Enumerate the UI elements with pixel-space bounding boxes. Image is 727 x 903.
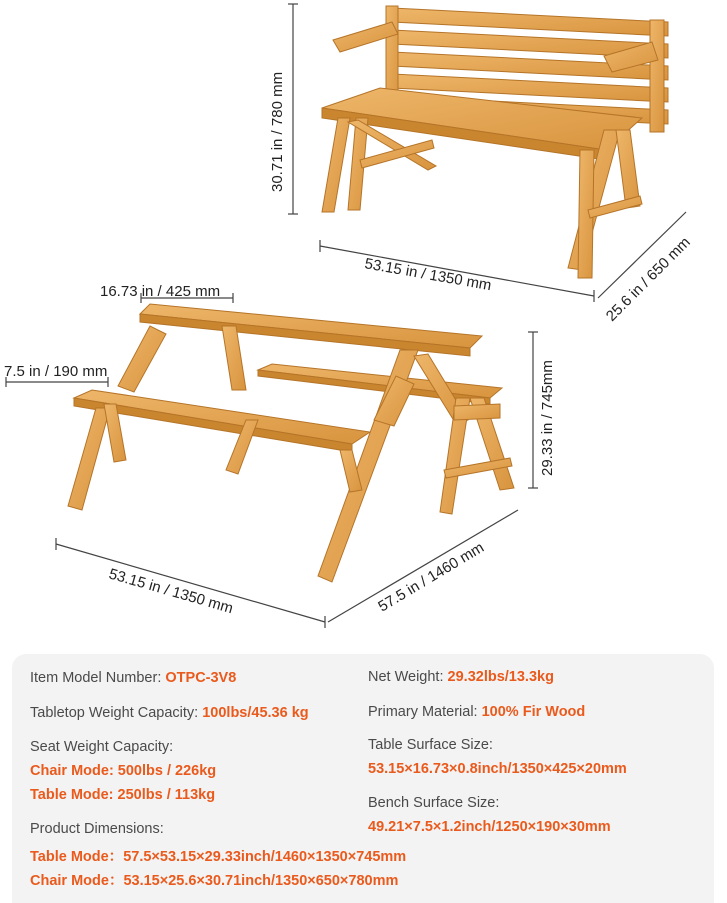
tabletop-depth-label: 16.73 in / 425 mm: [100, 283, 221, 300]
table-height-label: 29.33 in / 745mm: [539, 360, 556, 476]
spec-product-dimensions-label: Product Dimensions:: [30, 821, 164, 837]
spec-table-mode-value: 57.5×53.15×29.33inch/1460×1350×745mm: [123, 849, 407, 865]
spec-bench-surface-value: 49.21×7.5×1.2inch/1250×190×30mm: [368, 819, 611, 835]
chair-depth-label: 25.6 in / 650 mm: [602, 233, 694, 325]
spec-table-surface-value: 53.15×16.73×0.8inch/1350×425×20mm: [368, 761, 627, 777]
spec-table-mode-dimensions: [30, 845, 406, 866]
spec-net-weight: [368, 669, 554, 685]
spec-material-value: 100% Fir Wood: [481, 704, 586, 720]
spec-model-label: Item Model Number:: [30, 670, 162, 686]
spec-model: [30, 670, 236, 686]
spec-seat-capacity-table: Table Mode: 250lbs / 113kg: [30, 787, 216, 803]
spec-seat-capacity-chair: Chair Mode: 500lbs / 226kg: [30, 763, 217, 779]
table-width-label: 53.15 in / 1350 mm: [106, 565, 236, 618]
spec-chair-mode-value: 53.15×25.6×30.71inch/1350×650×780mm: [123, 873, 399, 889]
spec-chair-mode-label: Chair Mode：: [30, 873, 124, 889]
bench-chair-mode-drawing: [322, 6, 668, 278]
spec-tabletop-capacity: [30, 705, 309, 721]
spec-chair-mode-dimensions: [30, 869, 398, 890]
chair-height-label: 30.71 in / 780 mm: [269, 71, 286, 192]
picnic-table-mode-drawing: [68, 304, 514, 582]
spec-material-label: Primary Material:: [368, 704, 478, 720]
spec-bench-surface-label: Bench Surface Size:: [368, 795, 500, 811]
spec-net-weight-label: Net Weight:: [368, 669, 444, 685]
spec-material: [368, 704, 585, 720]
spec-table-mode-label: Table Mode：: [30, 849, 124, 865]
spec-tabletop-capacity-label: Tabletop Weight Capacity:: [30, 705, 199, 721]
table-depth-label: 57.5 in / 1460 mm: [375, 539, 487, 616]
spec-table-surface-label: Table Surface Size:: [368, 737, 493, 753]
spec-seat-capacity-label: Seat Weight Capacity:: [30, 739, 174, 755]
spec-net-weight-value: 29.32lbs/13.3kg: [447, 669, 554, 685]
chair-width-label: 53.15 in / 1350 mm: [363, 255, 493, 295]
spec-tabletop-capacity-value: 100lbs/45.36 kg: [202, 705, 309, 721]
bench-depth-label: 7.5 in / 190 mm: [4, 363, 108, 380]
spec-model-value: OTPC-3V8: [165, 670, 237, 686]
